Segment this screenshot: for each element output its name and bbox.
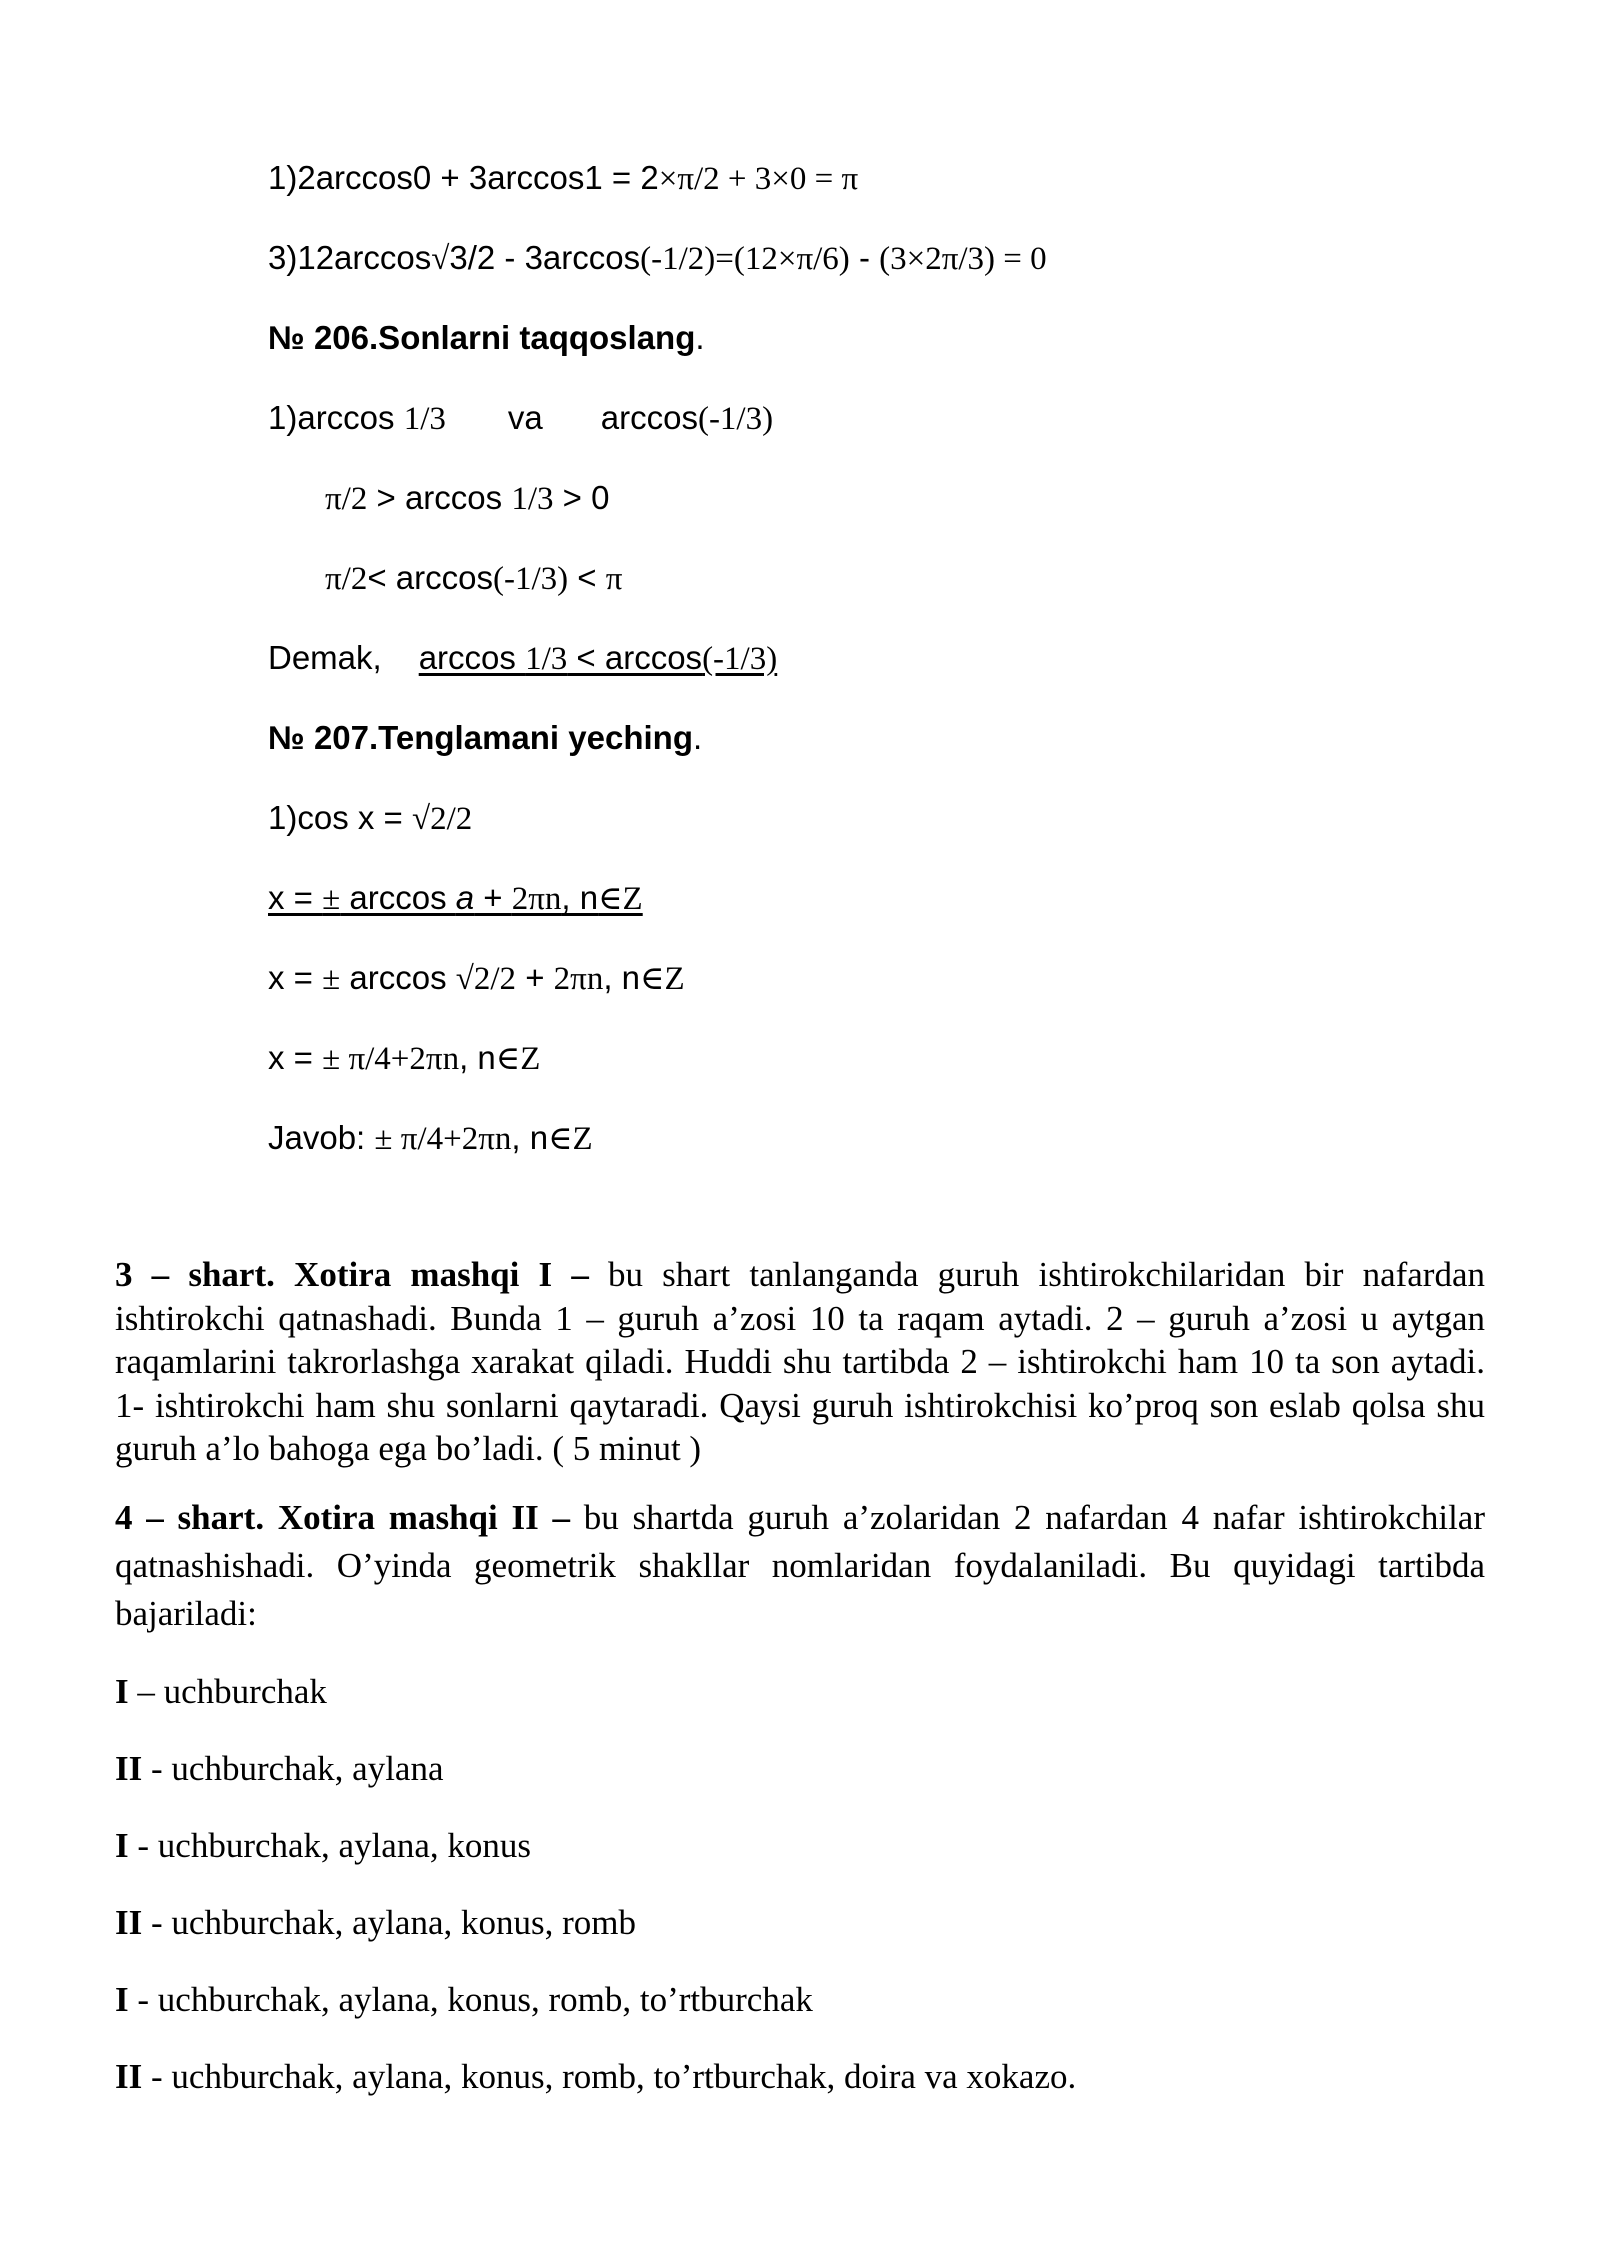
- plus-minus-symbol: ±: [322, 881, 341, 917]
- exercise-206-dot: .: [695, 319, 705, 356]
- sqrt-symbol: √: [431, 241, 450, 277]
- solution-line-2: [268, 238, 1047, 279]
- equation-line-3-x: x =: [268, 959, 323, 996]
- compare-conclusion-label: Demak,: [268, 639, 382, 676]
- compare-conclusion-value-b: (-1/3): [702, 641, 778, 677]
- compare-line-3-lt: <: [568, 559, 606, 596]
- equation-line-3-value: √2/2: [455, 961, 517, 997]
- equation-formula-period: 2πn: [511, 881, 562, 917]
- shart-3-paragraph: [115, 1253, 1485, 1471]
- exercise-207-title: № 207.Tenglamani yeching: [268, 719, 693, 756]
- equation-line-3-plus: +: [516, 959, 554, 996]
- solution-line-2-math-b: (3×2π/3) = 0: [879, 241, 1047, 277]
- solution-line-2-text-b: 3/2 - 3arccos: [449, 239, 641, 276]
- list-item: [115, 1980, 813, 2020]
- list-item-text: - uchburchak, aylana, konus: [128, 1826, 531, 1865]
- list-item-roman: I: [115, 1980, 129, 2019]
- exercise-206-heading: [268, 318, 705, 358]
- compare-line-3-pi-b: π: [605, 561, 623, 597]
- equation-line-3-n: , n: [603, 959, 641, 996]
- equation-line-1: [268, 798, 472, 839]
- list-item-text: - uchburchak, aylana, konus, romb, to’rtburchak, doira va xokazo.: [142, 2057, 1077, 2096]
- compare-line-3-pi: π/2: [325, 561, 368, 597]
- exercise-207-dot: .: [692, 719, 703, 756]
- shart-4-paragraph: [115, 1494, 1485, 1638]
- compare-line-1-value: 1/3: [403, 401, 446, 437]
- equation-formula-x: x =: [268, 879, 323, 916]
- equation-line-3-period: 2πn: [553, 961, 604, 997]
- compare-conclusion-value: 1/3: [525, 641, 568, 677]
- list-item: [115, 1672, 327, 1712]
- list-item: [115, 2057, 1076, 2097]
- solution-line-2-math: (-1/2)=(12×π/6): [640, 241, 850, 277]
- compare-line-1-va: va: [507, 399, 543, 436]
- compare-line-2-value: 1/3: [511, 481, 554, 517]
- list-item-roman: I: [115, 1826, 129, 1865]
- equation-line-4-n: , n: [459, 1039, 496, 1076]
- exercise-207-heading: [268, 718, 702, 758]
- compare-line-2-pi: π/2: [325, 481, 368, 517]
- compare-conclusion: [268, 638, 777, 679]
- exercise-206-title: № 206.Sonlarni taqqoslang: [268, 319, 696, 356]
- equation-line-4-set: ∈Z: [495, 1041, 541, 1077]
- equation-line-4-solution: ± π/4+2πn: [322, 1041, 460, 1077]
- list-item-text: - uchburchak, aylana, konus, romb: [142, 1903, 636, 1942]
- compare-conclusion-lt: < arccos: [567, 639, 703, 676]
- compare-line-2: [325, 478, 609, 519]
- compare-line-3-text: < arccos: [367, 559, 493, 596]
- compare-line-3: [325, 558, 622, 599]
- compare-line-3-value: (-1/3): [492, 561, 569, 597]
- list-item: [115, 1903, 636, 1943]
- plus-minus-symbol: ±: [322, 961, 341, 997]
- compare-line-1-arccos: arccos: [600, 399, 698, 436]
- equation-answer-label: Javob:: [268, 1119, 375, 1156]
- compare-line-1-value-b: (-1/3): [697, 401, 774, 437]
- equation-answer-n: , n: [511, 1119, 549, 1156]
- list-item-text: - uchburchak, aylana: [142, 1749, 444, 1788]
- equation-formula: [268, 878, 643, 919]
- list-item: [115, 1826, 531, 1866]
- shart-3-text: bu shart tanlanganda guruh ishtirokchilaridan bir nafardan ishtirokchi qatnashadi. Bunda 1 – guruh a’zosi 10 ta raqam aytadi. 2 – guruh a’zosi u aytgan raqamlarini takrorlashga xarakat qiladi. Huddi shu tartibda 2 – ishtirokchi ham 10 ta son aytadi. 1- ishtirokchi ham shu sonlarni qaytaradi. Qaysi guruh ishtirokchisi ko’proq son eslab qolsa shu guruh a’lo bahoga ega bo’ladi. ( 5 minut ): [115, 1255, 1485, 1468]
- equation-formula-arccos: arccos: [340, 879, 456, 916]
- equation-formula-n: , n: [561, 879, 599, 916]
- equation-line-3-set: ∈Z: [640, 961, 685, 997]
- solution-line-1-text: 1)2arccos0 + 3arccos1 = 2: [268, 159, 659, 196]
- list-item-roman: II: [115, 1903, 143, 1942]
- solution-line-2-minus: -: [849, 239, 880, 276]
- equation-formula-set: ∈Z: [598, 881, 643, 917]
- shart-4-text: bu shartda guruh a’zolaridan 2 nafardan 4 nafar ishtirokchilar qatnashishadi. O’yinda geometrik shakllar nomlaridan foydalaniladi. Bu quyidagi tartibda bajariladi:: [115, 1498, 1485, 1633]
- solution-line-1-math: ×π/2 + 3×0 = π: [658, 161, 859, 197]
- list-item: [115, 1749, 444, 1789]
- equation-line-4: [268, 1038, 540, 1079]
- compare-line-1-text: 1)arccos: [268, 399, 404, 436]
- list-item-roman: II: [115, 1749, 143, 1788]
- list-item-roman: I: [115, 1672, 129, 1711]
- compare-line-2-text: > arccos: [367, 479, 512, 516]
- equation-line-4-x: x =: [268, 1039, 323, 1076]
- equation-line-3-arccos: arccos: [340, 959, 456, 996]
- compare-line-2-end: > 0: [553, 479, 610, 516]
- equation-formula-a: a: [455, 879, 475, 916]
- solution-line-1: [268, 158, 858, 199]
- equation-line-1-value: √2/2: [411, 801, 473, 837]
- equation-answer-set: ∈Z: [548, 1121, 593, 1157]
- compare-conclusion-result: [419, 639, 778, 676]
- compare-conclusion-arccos: arccos: [418, 639, 526, 676]
- list-item-roman: II: [115, 2057, 143, 2096]
- solution-line-2-text: 3)12arccos: [268, 239, 432, 276]
- equation-formula-plus: +: [474, 879, 512, 916]
- shart-4-title: 4 – shart. Xotira mashqi II –: [115, 1498, 571, 1537]
- list-item-text: – uchburchak: [128, 1672, 327, 1711]
- compare-line-1: [268, 398, 773, 439]
- list-item-text: - uchburchak, aylana, konus, romb, to’rtburchak: [128, 1980, 813, 2019]
- equation-line-1-text: 1)cos x =: [268, 799, 412, 836]
- equation-answer: [268, 1118, 593, 1159]
- equation-answer-solution: ± π/4+2πn: [374, 1121, 512, 1157]
- equation-formula-underlined: [268, 879, 643, 916]
- equation-line-3: [268, 958, 685, 999]
- shart-3-title: 3 – shart. Xotira mashqi I –: [115, 1255, 589, 1294]
